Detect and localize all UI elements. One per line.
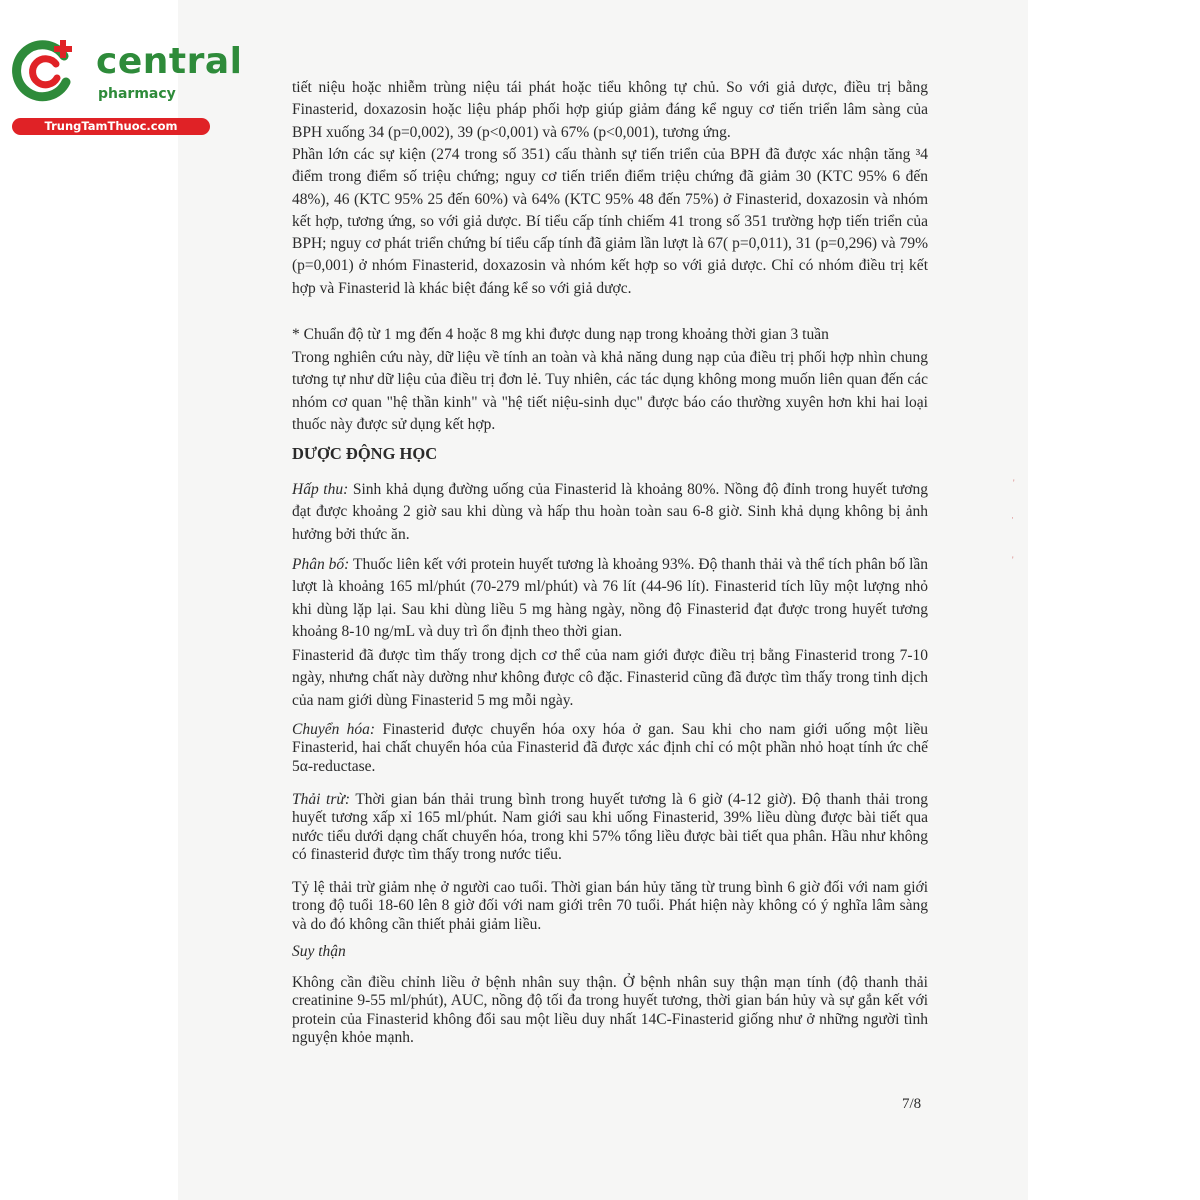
elimination-label: Thải trừ:: [292, 791, 350, 808]
paragraph-elderly: Tỷ lệ thải trừ giảm nhẹ ở người cao tuổi. Thời gian bán hủy tăng từ trung bình 6 giờ đối với nam giới trong độ tuổi 18-60 lên 8 giờ đối với nam giới trên 70 tuổi. Phát hiện này không có ý nghĩa lâm sàng và do đó không cần thiết phải giảm liều.: [292, 879, 928, 933]
paragraph-footnote: * Chuẩn độ từ 1 mg đến 4 hoặc 8 mg khi được dung nạp trong khoảng thời gian 3 tuần: [292, 326, 829, 343]
scan-mark: ': [1013, 478, 1015, 488]
paragraph-absorption: [292, 479, 928, 546]
scan-mark: ·: [1011, 513, 1014, 523]
renal-impairment-label: Suy thận: [292, 943, 346, 960]
scan-mark: ': [1012, 555, 1014, 565]
absorption-label: Hấp thu:: [292, 481, 349, 498]
paragraph-distribution-semen: Finasterid đã được tìm thấy trong dịch cơ thể của nam giới được điều trị bằng Finasterid trong 7-10 ngày, nhưng chất này dường như không được cô đặc. Finasterid cũng đã được tìm thấy trong tinh dịch của nam giới dùng Finasterid 5 mg mỗi ngày.: [292, 647, 928, 709]
paragraph-bph-progression: tiết niệu hoặc nhiễm trùng niệu tái phát hoặc tiểu không tự chủ. So với giả dược, điều trị bằng Finasterid, doxazosin hoặc liệu pháp phối hợp giúp giảm đáng kể nguy cơ tiến triển lâm sàng của BPH xuống 34 (p=0,002), 39 (p<0,001) và 67% (p<0,001), tương ứng.: [292, 79, 928, 141]
logo-name: central: [96, 41, 243, 82]
paragraph-metabolism: [292, 721, 928, 776]
page-number: 7/8: [902, 1096, 922, 1112]
distribution-label: Phân bố:: [292, 556, 350, 573]
paragraph-elimination: [292, 791, 928, 864]
section-heading-pharmacokinetics: DƯỢC ĐỘNG HỌC: [292, 444, 438, 463]
absorption-text: Sinh khả dụng đường uống của Finasterid là khoảng 80%. Nồng độ đỉnh trong huyết tương đạt được khoảng 2 giờ sau khi dùng và hấp thu hoàn toàn sau 6-8 giờ. Sinh khả dụng không bị ảnh hưởng bởi thức ăn.: [292, 481, 928, 543]
distribution-text: Thuốc liên kết với protein huyết tương là khoảng 93%. Độ thanh thải và thể tích phân bố lần lượt là khoảng 165 ml/phút (70-279 ml/phút) và 76 lít (44-96 lít). Finasterid tích lũy một lượng nhỏ khi dùng lặp lại. Sau khi dùng liều 5 mg hàng ngày, nồng độ Finasterid đạt được trong huyết tương khoảng 8-10 ng/mL và duy trì ổn định theo thời gian.: [292, 556, 928, 640]
metabolism-text: Finasterid được chuyển hóa oxy hóa ở gan. Sau khi cho nam giới uống một liều Finasterid, hai chất chuyển hóa của Finasterid đã được xác định chỉ có một phần nhỏ hoạt tính ức chế 5α-reductase.: [292, 721, 928, 775]
central-pharmacy-logo[interactable]: [12, 36, 243, 136]
logo-subtitle: pharmacy: [98, 86, 176, 102]
elimination-text: Thời gian bán thải trung bình trong huyết tương là 6 giờ (4-12 giờ). Độ thanh thải trong huyết tương xấp xỉ 165 ml/phút. Nam giới sau khi uống Finasterid, 39% liều dùng được bài tiết qua nước tiểu dưới dạng chất chuyển hóa, trong khi 57% tổng liều được bài tiết qua phân. Hầu như không có finasterid được tìm thấy trong nước tiểu.: [292, 791, 928, 863]
pharmacy-cross-icon: [12, 38, 78, 104]
paragraph-symptom-score: Phần lớn các sự kiện (274 trong số 351) cấu thành sự tiến triển của BPH đã được xác nhận tăng ³4 điểm trong điểm số triệu chứng; nguy cơ tiến triển điểm triệu chứng đã giảm 30 (KTC 95% 6 đến 48%), 46 (KTC 95% 25 đến 60%) và 64% (KTC 95% 48 đến 75%) ở Finasterid, doxazosin và nhóm kết hợp, tương ứng, so với giả dược. Bí tiểu cấp tính chiếm 41 trong số 351 trường hợp tiến triển của BPH; nguy cơ phát triển chứng bí tiểu cấp tính đã giảm lần lượt là 67( p=0,011), 31 (p=0,296) và 79% (p=0,001) ở nhóm Finasterid, doxazosin và nhóm kết hợp so với giả dược. Chỉ có nhóm điều trị kết hợp và Finasterid là khác biệt đáng kể so với giả dược.: [292, 146, 928, 297]
metabolism-label: Chuyển hóa:: [292, 721, 376, 738]
logo-website[interactable]: TrungTamThuoc.com: [12, 118, 210, 135]
paragraph-distribution: [292, 554, 928, 643]
paragraph-renal-impairment: Không cần điều chỉnh liều ở bệnh nhân suy thận. Ở bệnh nhân suy thận mạn tính (độ thanh thải creatinine 9-55 ml/phút), AUC, nồng độ tối đa trong huyết tương, thời gian bán hủy và sự gắn kết với protein của Finasterid không đổi sau một liều duy nhất 14C-Finasterid giống như ở những người tình nguyện khỏe mạnh.: [292, 974, 928, 1046]
paragraph-safety: Trong nghiên cứu này, dữ liệu về tính an toàn và khả năng dung nạp của điều trị phối hợp nhìn chung tương tự như dữ liệu của điều trị đơn lẻ. Tuy nhiên, các tác dụng không mong muốn liên quan đến các nhóm cơ quan "hệ thần kinh" và "hệ tiết niệu-sinh dục" được báo cáo thường xuyên hơn khi hai loại thuốc này được sử dụng kết hợp.: [292, 349, 928, 433]
